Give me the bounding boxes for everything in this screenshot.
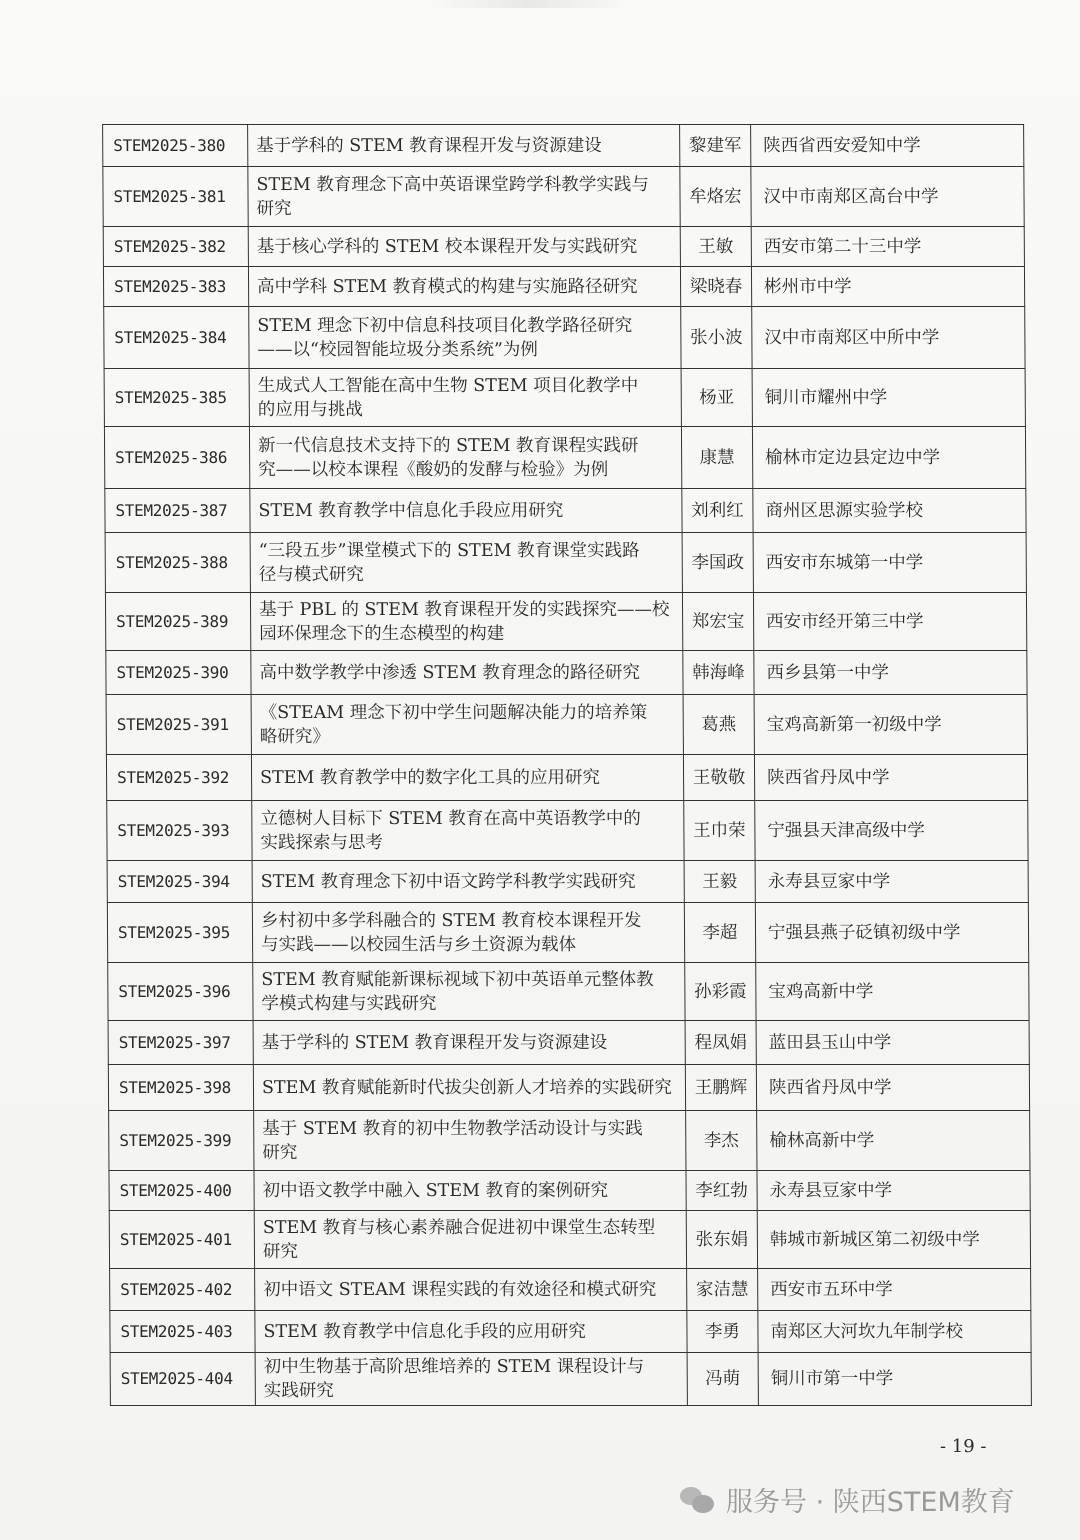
project-table — [102, 124, 1032, 1406]
school-name: 陕西省丹凤中学 — [754, 755, 1027, 801]
author-name: 刘利红 — [682, 489, 753, 533]
author-name: 程凤娟 — [685, 1021, 756, 1065]
project-code: STEM2025-399 — [109, 1111, 254, 1171]
table-row — [106, 695, 1027, 755]
project-title: 《STEAM 理念下初中学生问题解决能力的培养策 略研究》 — [251, 695, 683, 755]
table-row — [110, 1311, 1031, 1353]
author-name: 孙彩霞 — [685, 963, 756, 1021]
project-title: 基于核心学科的 STEM 校本课程开发与实践研究 — [248, 227, 680, 267]
table-row — [108, 1065, 1029, 1111]
school-name: 铜川市第一中学 — [758, 1353, 1031, 1406]
school-name: 陕西省西安爱知中学 — [751, 125, 1024, 167]
project-title: 初中生物基于高阶思维培养的 STEM 课程设计与 实践研究 — [255, 1353, 687, 1406]
table-row — [105, 489, 1026, 533]
project-code: STEM2025-402 — [110, 1269, 255, 1311]
school-name: 榆林市定边县定边中学 — [752, 427, 1025, 489]
watermark — [680, 1480, 1015, 1519]
project-code: STEM2025-389 — [105, 593, 250, 651]
project-code: STEM2025-388 — [105, 533, 250, 593]
school-name: 西安市五环中学 — [758, 1269, 1031, 1311]
project-title: 乡村初中多学科融合的 STEM 教育校本课程开发 与实践——以校园生活与乡土资源为载体 — [252, 903, 684, 963]
author-name: 李超 — [684, 903, 755, 963]
project-code: STEM2025-395 — [107, 903, 252, 963]
bleed-through-mark — [430, 0, 630, 8]
project-title: STEM 教育理念下高中英语课堂跨学科教学实践与 研究 — [248, 167, 680, 227]
table-row — [109, 1171, 1030, 1211]
project-code: STEM2025-390 — [106, 651, 251, 695]
project-title: STEM 教育教学中的数字化工具的应用研究 — [251, 755, 683, 801]
project-code: STEM2025-387 — [105, 489, 250, 533]
school-name: 汉中市南郑区高台中学 — [751, 167, 1024, 227]
author-name: 王鹏辉 — [685, 1065, 756, 1111]
project-title: STEM 教育与核心素养融合促进初中课堂生态转型 研究 — [254, 1211, 686, 1269]
school-name: 西乡县第一中学 — [754, 651, 1027, 695]
project-code: STEM2025-392 — [106, 755, 251, 801]
project-code: STEM2025-391 — [106, 695, 251, 755]
project-title: 生成式人工智能在高中生物 STEM 项目化教学中 的应用与挑战 — [249, 369, 681, 427]
table-row — [106, 755, 1027, 801]
project-code: STEM2025-401 — [109, 1211, 254, 1269]
project-title: 高中数学教学中渗透 STEM 教育理念的路径研究 — [251, 651, 683, 695]
school-name: 永寿县豆家中学 — [755, 861, 1028, 903]
project-title: 高中学科 STEM 教育模式的构建与实施路径研究 — [248, 267, 680, 307]
project-title: 基于 PBL 的 STEM 教育课程开发的实践探究——校 园环保理念下的生态模型的构建 — [250, 593, 682, 651]
school-name: 宁强县天津高级中学 — [755, 801, 1028, 861]
school-name: 西安市东城第一中学 — [753, 533, 1026, 593]
project-code: STEM2025-380 — [103, 125, 248, 167]
project-title: 基于 STEM 教育的初中生物教学活动设计与实践 研究 — [254, 1111, 686, 1171]
author-name: 李勇 — [687, 1311, 758, 1353]
project-title: STEM 教育教学中信息化手段应用研究 — [250, 489, 682, 533]
project-title: “三段五步”课堂模式下的 STEM 教育课堂实践路 径与模式研究 — [250, 533, 682, 593]
table-row — [103, 125, 1024, 167]
page-number: - 19 - — [940, 1436, 987, 1457]
table-row — [109, 1211, 1030, 1269]
school-name: 韩城市新城区第二初级中学 — [757, 1211, 1030, 1269]
project-code: STEM2025-400 — [109, 1171, 254, 1211]
table-row — [103, 227, 1024, 267]
author-name: 葛燕 — [683, 695, 754, 755]
author-name: 张东娟 — [686, 1211, 757, 1269]
table-row — [105, 593, 1026, 651]
author-name: 家洁慧 — [687, 1269, 758, 1311]
school-name: 商州区思源实验学校 — [753, 489, 1026, 533]
table-row — [103, 167, 1024, 227]
author-name: 杨亚 — [681, 369, 752, 427]
author-name: 王敏 — [680, 227, 751, 267]
school-name: 宝鸡高新中学 — [756, 963, 1029, 1021]
project-title: 初中语文 STEAM 课程实践的有效途径和模式研究 — [255, 1269, 687, 1311]
author-name: 冯萌 — [687, 1353, 758, 1406]
table-row — [110, 1269, 1031, 1311]
project-code: STEM2025-393 — [107, 801, 252, 861]
author-name: 王毅 — [684, 861, 755, 903]
author-name: 康慧 — [681, 427, 752, 489]
project-code: STEM2025-382 — [103, 227, 248, 267]
table-row — [104, 307, 1025, 369]
project-title: 基于学科的 STEM 教育课程开发与资源建设 — [248, 125, 680, 167]
school-name: 铜川市耀州中学 — [752, 369, 1025, 427]
project-title: 基于学科的 STEM 教育课程开发与资源建设 — [253, 1021, 685, 1065]
author-name: 郑宏宝 — [682, 593, 753, 651]
table-row — [110, 1353, 1031, 1406]
table-row — [105, 533, 1026, 593]
author-name: 王巾荣 — [684, 801, 755, 861]
author-name: 张小波 — [681, 307, 752, 369]
project-code: STEM2025-384 — [104, 307, 249, 369]
author-name: 李红勃 — [686, 1171, 757, 1211]
table-row — [108, 963, 1029, 1021]
school-name: 汉中市南郑区中所中学 — [752, 307, 1025, 369]
project-title: STEM 教育赋能新课标视域下初中英语单元整体教 学模式构建与实践研究 — [253, 963, 685, 1021]
project-code: STEM2025-381 — [103, 167, 248, 227]
project-code: STEM2025-385 — [104, 369, 249, 427]
table-row — [103, 267, 1024, 307]
project-title: 初中语文教学中融入 STEM 教育的案例研究 — [254, 1171, 686, 1211]
table-row — [107, 801, 1028, 861]
author-name: 梁晓春 — [680, 267, 751, 307]
project-title: STEM 教育理念下初中语文跨学科教学实践研究 — [252, 861, 684, 903]
project-title: 立德树人目标下 STEM 教育在高中英语教学中的 实践探索与思考 — [252, 801, 684, 861]
school-name: 蓝田县玉山中学 — [756, 1021, 1029, 1065]
school-name: 榆林高新中学 — [757, 1111, 1030, 1171]
author-name: 王敬敬 — [683, 755, 754, 801]
project-title: STEM 理念下初中信息科技项目化教学路径研究 ——以“校园智能垃圾分类系统”为例 — [249, 307, 681, 369]
school-name: 陕西省丹凤中学 — [756, 1065, 1029, 1111]
project-code: STEM2025-404 — [110, 1353, 255, 1406]
table-row — [107, 861, 1028, 903]
author-name: 李杰 — [686, 1111, 757, 1171]
author-name: 黎建军 — [680, 125, 751, 167]
project-code: STEM2025-394 — [107, 861, 252, 903]
project-code: STEM2025-386 — [104, 427, 249, 489]
school-name: 宝鸡高新第一初级中学 — [754, 695, 1027, 755]
author-name: 韩海峰 — [683, 651, 754, 695]
school-name: 西安市第二十三中学 — [751, 227, 1024, 267]
project-title: STEM 教育赋能新时代拔尖创新人才培养的实践研究 — [253, 1065, 685, 1111]
school-name: 西安市经开第三中学 — [753, 593, 1026, 651]
table-row — [108, 1021, 1029, 1065]
school-name: 永寿县豆家中学 — [757, 1171, 1030, 1211]
table-row — [104, 369, 1025, 427]
watermark-text: 服务号 · 陕西STEM教育 — [726, 1487, 1015, 1518]
author-name: 牟烙宏 — [680, 167, 751, 227]
wechat-icon — [680, 1485, 716, 1515]
school-name: 宁强县燕子砭镇初级中学 — [755, 903, 1028, 963]
table-row — [109, 1111, 1030, 1171]
project-code: STEM2025-397 — [108, 1021, 253, 1065]
author-name: 李国政 — [682, 533, 753, 593]
school-name: 南郑区大河坎九年制学校 — [758, 1311, 1031, 1353]
project-title: 新一代信息技术支持下的 STEM 教育课程实践研 究——以校本课程《酸奶的发酵与检验》为例 — [249, 427, 681, 489]
project-code: STEM2025-403 — [110, 1311, 255, 1353]
project-title: STEM 教育教学中信息化手段的应用研究 — [255, 1311, 687, 1353]
project-code: STEM2025-383 — [103, 267, 248, 307]
table-row — [107, 903, 1028, 963]
school-name: 彬州市中学 — [751, 267, 1024, 307]
project-code: STEM2025-398 — [108, 1065, 253, 1111]
table-row — [104, 427, 1025, 489]
project-code: STEM2025-396 — [108, 963, 253, 1021]
table-row — [106, 651, 1027, 695]
